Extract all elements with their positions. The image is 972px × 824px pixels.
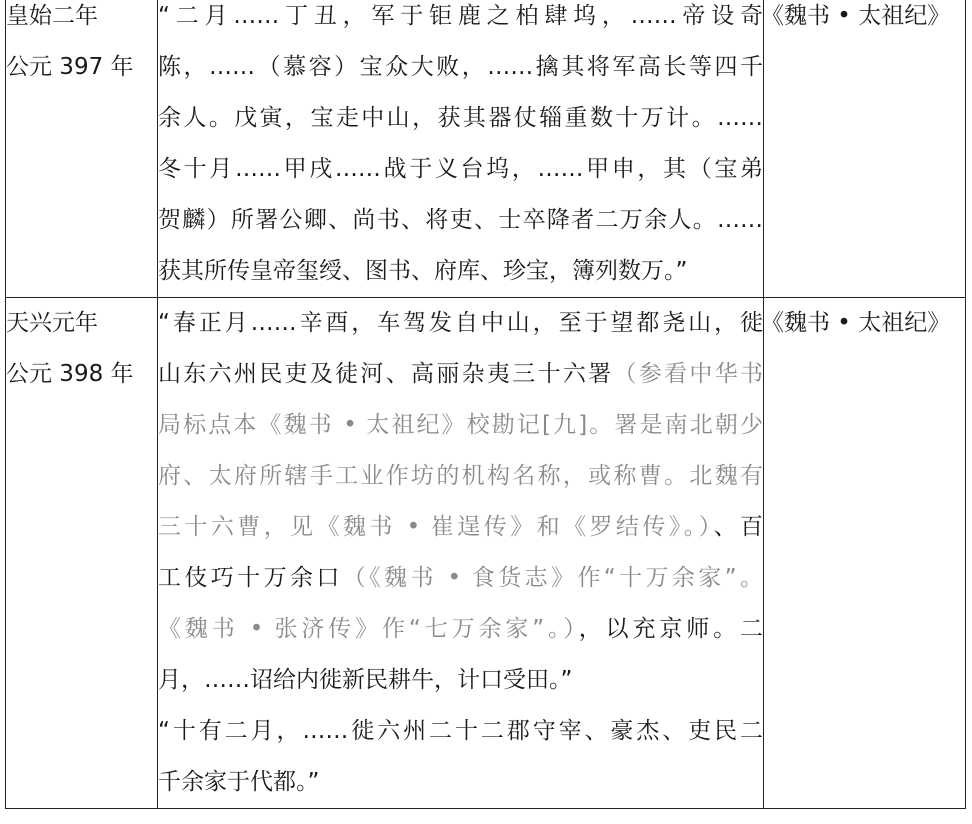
quotation-text: 余人。戊寅，宝走中山，获其器仗辎重数十万计。…… — [158, 105, 763, 131]
quotation-line — [158, 400, 763, 451]
annotation-text: 府、太府所辖手工业作坊的机构名称，或称曹。北魏有 — [158, 463, 763, 489]
source-cell — [761, 0, 966, 298]
quotation-line — [158, 246, 763, 297]
quotation-text: 千余家于代都。” — [158, 769, 320, 795]
quotation-line — [158, 655, 763, 706]
chronology-table — [5, 0, 966, 809]
quotation-text: 获其所传皇帝玺绶、图书、府库、珍宝，簿列数万。” — [158, 258, 688, 284]
quotation-line — [158, 298, 763, 349]
quotation-line — [158, 0, 763, 42]
quotation-line — [158, 451, 763, 502]
quotation-text: “二月……丁丑，军于钜鹿之柏肆坞，……帝设奇 — [158, 3, 763, 29]
source-cell — [761, 298, 966, 809]
quotation-text: 山东六州民吏及徒河、高丽杂夷三十六署 — [158, 361, 614, 387]
source-citation: 《魏书 • 太祖纪》 — [761, 310, 951, 336]
year-ce: 公元 397 年 — [6, 54, 134, 80]
quotation-text: “十有二月，……徙六州二十二郡守宰、豪杰、吏民二 — [158, 718, 763, 744]
quotation-line — [158, 349, 763, 400]
quotation-cell — [158, 0, 764, 298]
quotation-cell — [158, 298, 764, 809]
quotation-text: 贺麟）所署公卿、尚书、将吏、士卒降者二万余人。…… — [158, 207, 763, 233]
quotation-text: 、百 — [713, 514, 763, 540]
source-citation: 《魏书 • 太祖纪》 — [761, 3, 951, 29]
quotation-line — [158, 502, 763, 553]
era-name: 皇始二年 — [6, 3, 98, 29]
table-row — [6, 0, 966, 298]
quotation-text: 陈，……（慕容）宝众大败，……擒其将军高长等四千 — [158, 54, 763, 80]
quotation-line — [158, 706, 763, 757]
quotation-line — [158, 144, 763, 195]
quotation-text: 冬十月……甲戌……战于义台坞，……甲申，其（宝弟 — [158, 156, 763, 182]
era-name: 天兴元年 — [6, 310, 98, 336]
annotation-text: （《魏书 • 食货志》作“十万余家”。 — [342, 565, 763, 591]
annotation-text: 三十六曹，见《魏书 • 崔逞传》和《罗结传》。） — [158, 514, 714, 540]
table-body — [6, 0, 966, 809]
quotation-line — [158, 604, 763, 655]
quotation-text: ，以充京师。二 — [578, 616, 763, 642]
quotation-text: 月，……诏给内徙新民耕牛，计口受田。” — [158, 667, 573, 693]
annotation-text: 局标点本《魏书 • 太祖纪》校勘记[九]。署是南北朝少 — [158, 412, 763, 438]
year-ce: 公元 398 年 — [6, 361, 134, 387]
quotation-text: “春正月……辛酉，车驾发自中山，至于望都尧山，徙 — [158, 310, 763, 336]
table-row — [6, 298, 966, 809]
quotation-line — [158, 42, 763, 93]
quotation-text: 工伎巧十万余口 — [158, 565, 343, 591]
date-cell — [6, 298, 158, 809]
quotation-line — [158, 195, 763, 246]
annotation-text: （参看中华书 — [613, 361, 763, 387]
quotation-line — [158, 93, 763, 144]
quotation-line — [158, 757, 763, 808]
quotation-line — [158, 553, 763, 604]
annotation-text: 《魏书 • 张济传》作“七万余家”。） — [158, 616, 579, 642]
date-cell — [6, 0, 158, 298]
